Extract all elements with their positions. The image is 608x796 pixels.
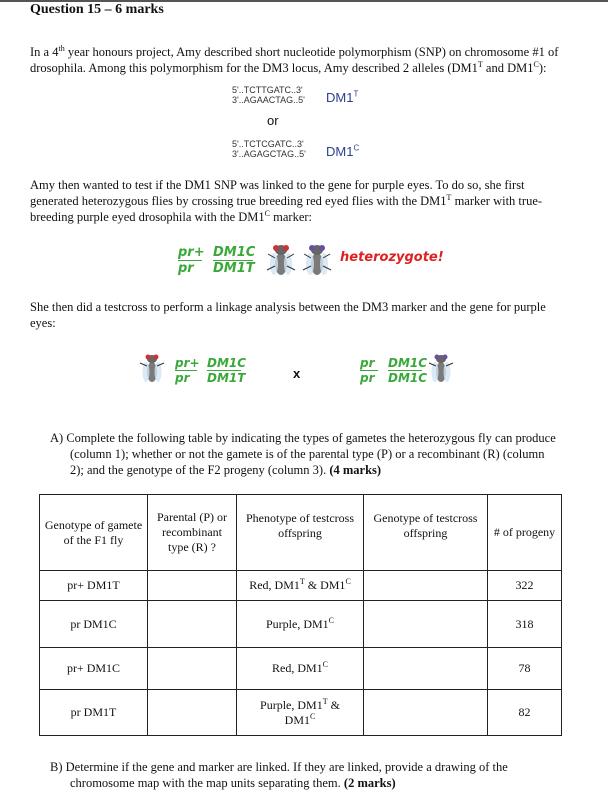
heterozygote-genotype: pr+ pr [178, 245, 205, 276]
testcross-right-genotype: pr pr [360, 356, 375, 385]
cross-paragraph: Amy then wanted to test if the DM1 SNP was linked to the gene for purple eyes. To do so, she first generated heterozygous flies by crossing true breeding red eyed flies with the $DM1^T$ marker with true- breeding purple eyed drosophila with the $DM1^C$ marker: [30, 178, 543, 224]
table-row: pr DM1T Purple, $DM1^T$ & $DM1^C$ 82 [40, 690, 562, 736]
header-gamete-genotype: Genotype of gamete of the F1 fly [40, 495, 148, 571]
table-row: pr+ DM1C Red, $DM1^C$ 78 [40, 648, 562, 690]
fly-purple-eyed-icon [302, 238, 332, 278]
or-text: or [267, 113, 279, 128]
answer-cell[interactable] [364, 690, 488, 736]
genotype-divider [178, 260, 202, 261]
table-row: pr DM1C Purple, $DM1^C$ 318 [40, 601, 562, 648]
testcross-right-markers: DM1C DM1C [388, 356, 428, 385]
left-genotype-divider [175, 370, 197, 371]
answer-cell[interactable] [148, 690, 237, 736]
allele-t-label: $DM1^T$ [326, 89, 359, 105]
fly-red-eyed-icon [266, 238, 296, 278]
gamete-table [39, 494, 562, 736]
answer-cell[interactable] [364, 648, 488, 690]
header-phenotype: Phenotype of testcross offspring [237, 495, 364, 571]
header-parental-recombinant: Parental (P) or recombinant type (R) ? [148, 495, 237, 571]
marker-divider [213, 260, 253, 261]
allele-t-sequence: 5'..TCTTGATC..3' 3'..AGAACTAG..5' [232, 85, 305, 105]
table-header-row [40, 495, 562, 571]
heterozygote-markers: DM1C DM1T [213, 245, 256, 276]
right-genotype-divider [360, 370, 378, 371]
heterozygote-note: heterozygote! [340, 250, 444, 265]
testcross-paragraph: She then did a testcross to perform a linkage analysis between the DM3 marker and the gene for purple eyes: [30, 300, 546, 330]
answer-cell[interactable] [148, 601, 237, 648]
testcross-left-markers: DM1C DM1T [207, 356, 247, 385]
right-marker-divider [388, 370, 422, 371]
intro-paragraph: In a 4th year honours project, Amy described short nucleotide polymorphism (SNP) on chromosome #1 of drosophila. Among this polymorphism for the DM3 locus, Amy described 2 alleles ($DM1^T$ and $DM1^C$): [30, 43, 559, 75]
answer-cell[interactable] [364, 601, 488, 648]
testcross-left-genotype: pr+ pr [175, 356, 200, 385]
left-marker-divider [207, 370, 241, 371]
answer-cell[interactable] [148, 571, 237, 601]
cross-symbol: x [293, 366, 301, 381]
header-progeny-count: # of progeny [488, 495, 562, 571]
table-row: pr+ DM1T Red, $DM1^T$ & $DM1^C$ 322 [40, 571, 562, 601]
question-title: Question 15 – 6 marks [30, 2, 164, 17]
answer-cell[interactable] [364, 571, 488, 601]
allele-c-sequence: 5'..TCTCGATC..3' 3'..AGAGCTAG..5' [232, 139, 306, 159]
part-b-question: B) Determine if the gene and marker are linked. If they are linked, provide a drawing of the chromosome map with the map units separating them. (2 marks) [50, 760, 508, 790]
part-a-question: A) Complete the following table by indicating the types of gametes the heterozygous fly can produce (column 1); whether or not the gamete is of the parental type (P) or a recombinant (R) (column 2); and the genotype of the F2 progeny (column 3). (4 marks) [50, 431, 556, 477]
answer-cell[interactable] [148, 648, 237, 690]
fly-left-icon [139, 348, 165, 386]
header-testcross-genotype: Genotype of testcross offspring [364, 495, 488, 571]
allele-c-label: $DM1^C$ [326, 143, 360, 159]
fly-right-icon [428, 348, 454, 386]
